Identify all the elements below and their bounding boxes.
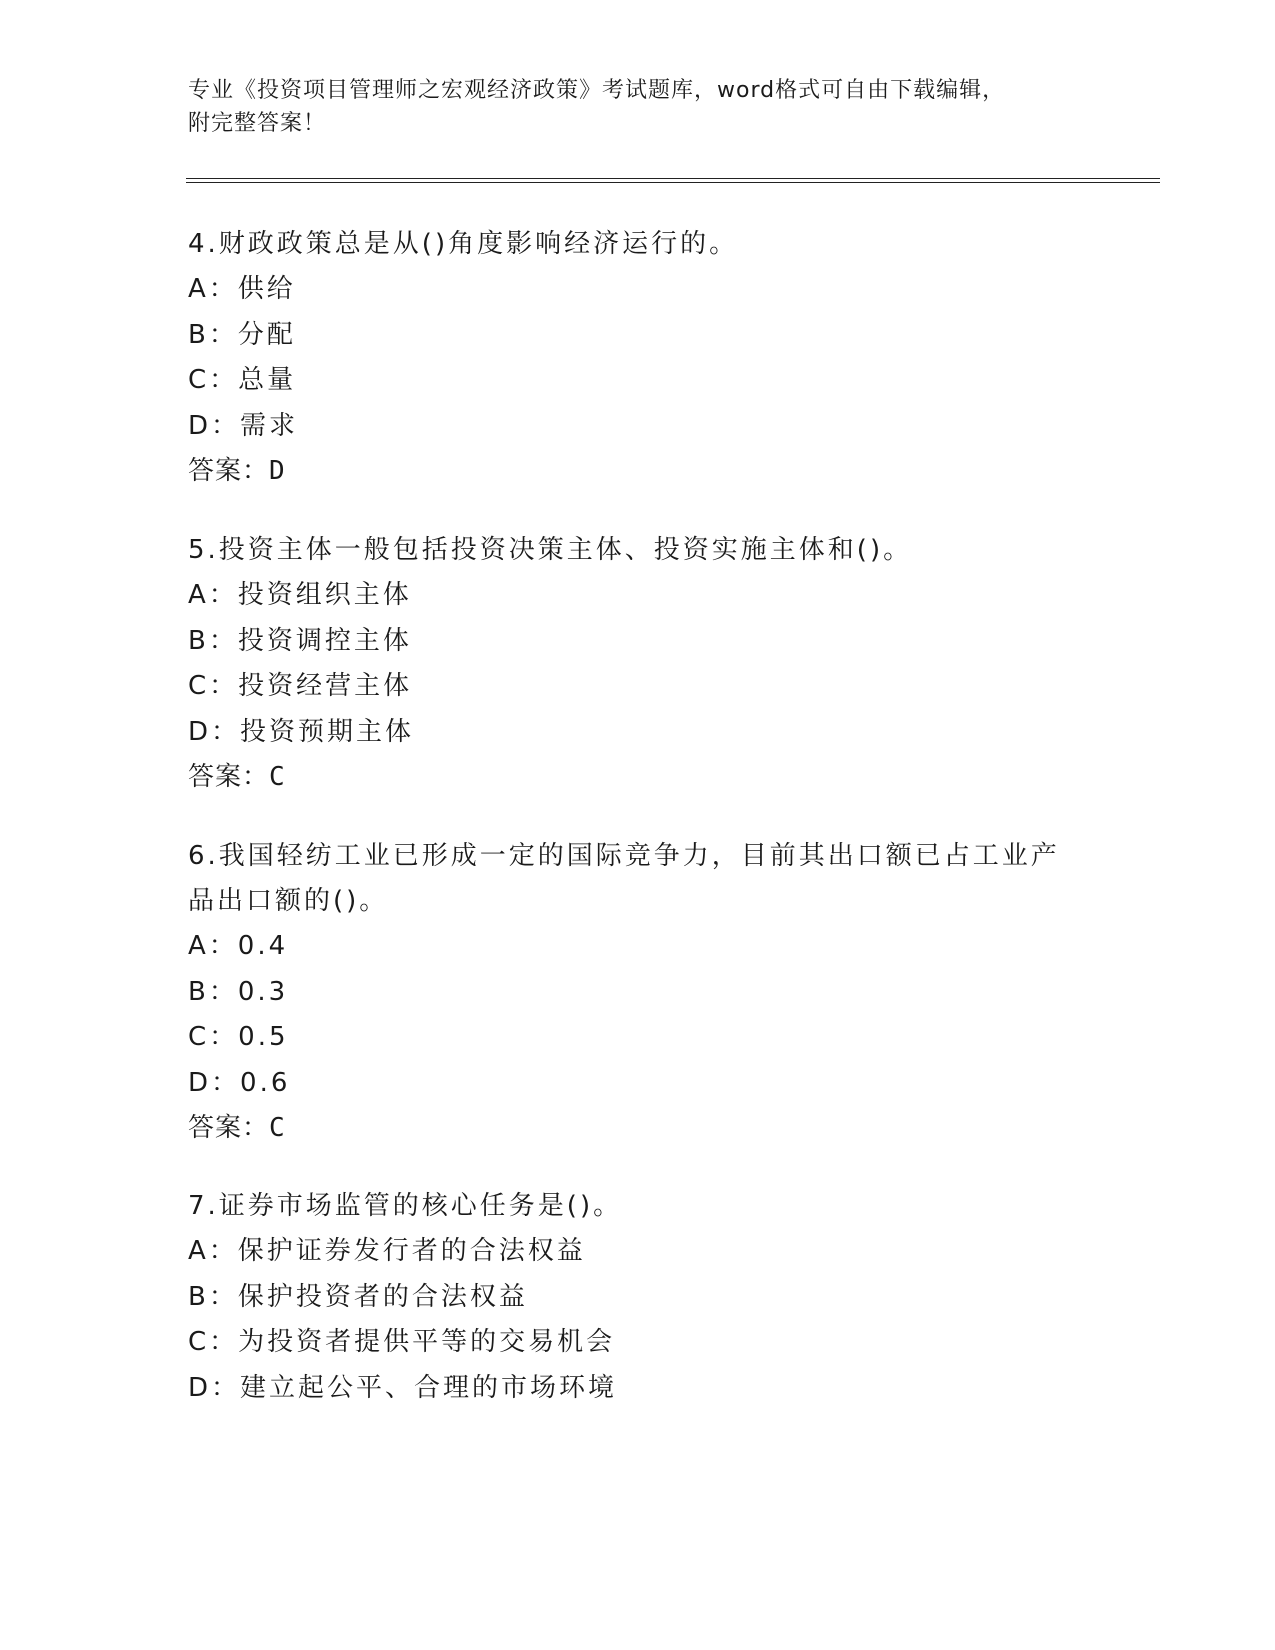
option-b: B：投资调控主体	[188, 625, 412, 656]
answer-label: 答案：	[188, 762, 270, 792]
answer-value: D	[269, 456, 286, 486]
answer-label: 答案：	[188, 1113, 270, 1143]
option-c: C：总量	[188, 365, 297, 395]
header-line-1: 专业《投资项目管理师之宏观经济政策》考试题库，word格式可自由下载编辑，	[188, 78, 1006, 103]
option-d: D：建立起公平、合理的市场环境	[188, 1372, 618, 1403]
document-header	[188, 74, 1088, 140]
answer-value: C	[269, 762, 286, 792]
answer-label: 答案：	[188, 456, 270, 486]
question-stem: 4.财政政策总是从()角度影响经济运行的。	[188, 229, 739, 259]
header-line-2: 附完整答案！	[188, 111, 327, 136]
question-stem: 5.投资主体一般包括投资决策主体、投资实施主体和()。	[188, 535, 913, 565]
option-d: D：投资预期主体	[188, 716, 415, 747]
question-5	[188, 528, 1088, 800]
option-d: D：需求	[188, 410, 299, 441]
option-b: B：0.3	[188, 976, 289, 1007]
answer-value: C	[269, 1113, 286, 1143]
option-d: D：0.6	[188, 1067, 291, 1098]
question-4	[188, 222, 1088, 494]
option-b: B：保护投资者的合法权益	[188, 1281, 528, 1312]
question-stem-line-2: 品出口额的()。	[188, 886, 389, 916]
answer-line	[188, 1106, 1088, 1151]
question-stem: 7.证券市场监管的核心任务是()。	[188, 1191, 623, 1221]
question-7	[188, 1184, 1088, 1411]
question-stem-line-1: 6.我国轻纺工业已形成一定的国际竞争力，目前其出口额已占工业产	[188, 841, 1060, 871]
option-c: C：为投资者提供平等的交易机会	[188, 1327, 616, 1357]
option-c: C：投资经营主体	[188, 671, 413, 701]
answer-line	[188, 755, 1088, 800]
option-c: C：0.5	[188, 1022, 289, 1052]
option-b: B：分配	[188, 319, 296, 350]
answer-line	[188, 449, 1088, 494]
option-a: A：供给	[188, 274, 296, 304]
option-a: A：保护证券发行者的合法权益	[188, 1236, 586, 1266]
option-a: A：0.4	[188, 931, 289, 961]
header-divider	[186, 178, 1160, 183]
question-6	[188, 834, 1088, 1151]
option-a: A：投资组织主体	[188, 580, 412, 610]
